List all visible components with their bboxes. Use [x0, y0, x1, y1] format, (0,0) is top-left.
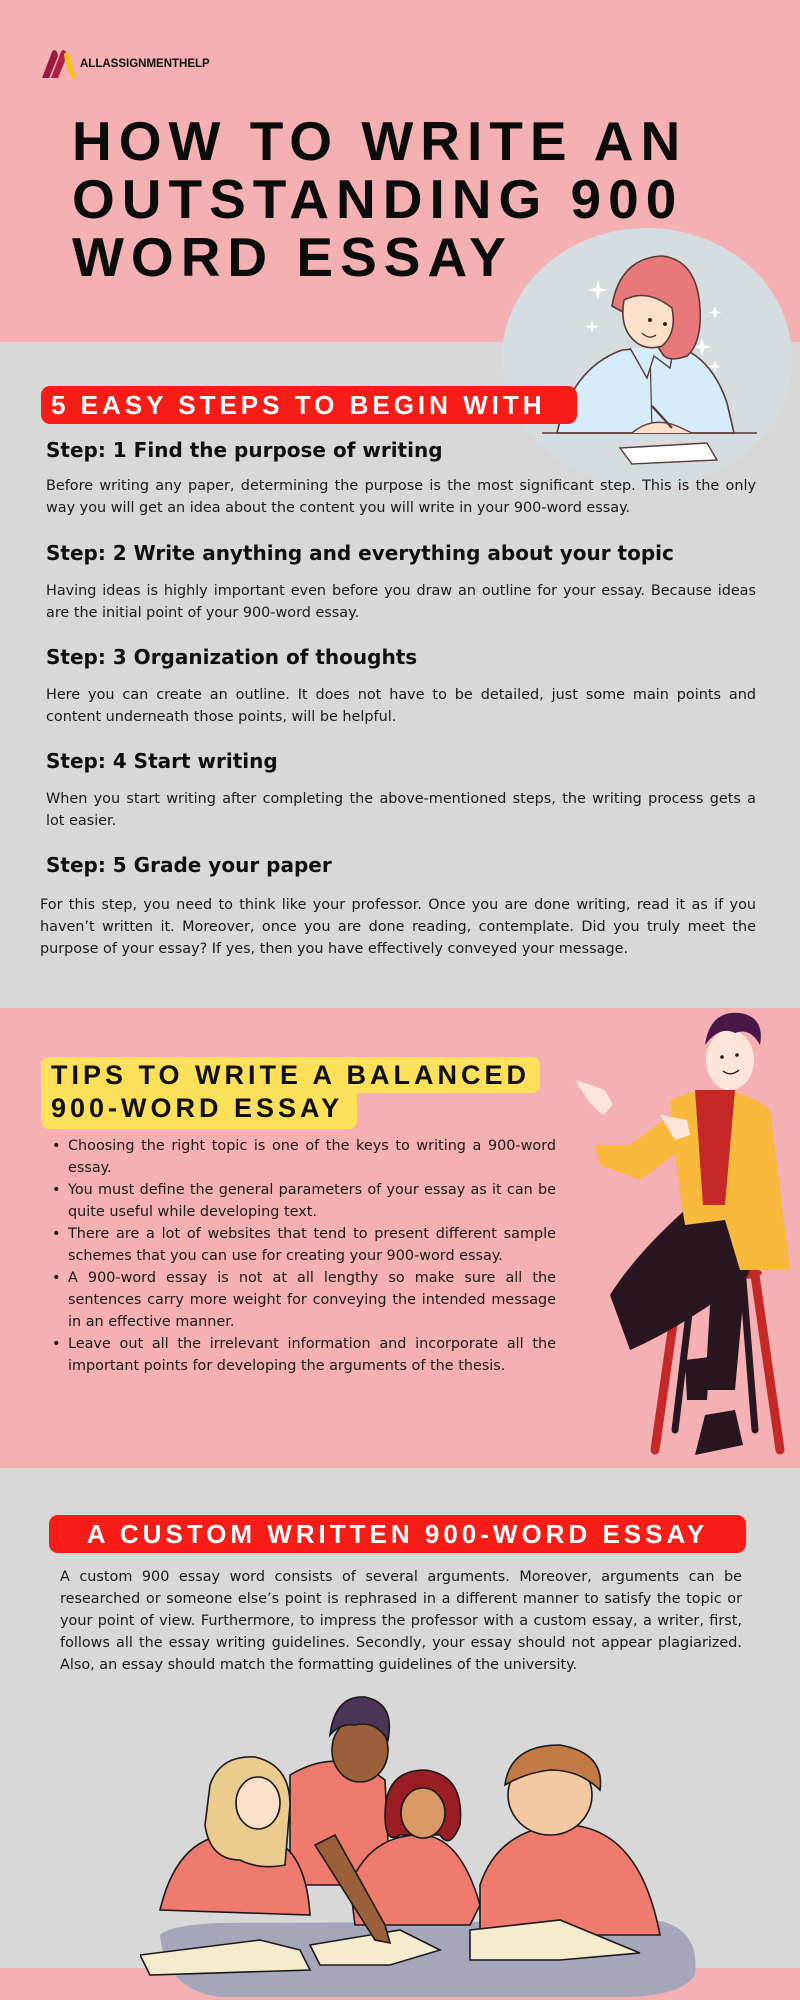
title-line-1: HOW TO WRITE AN	[72, 110, 688, 172]
step-2-body: Having ideas is highly important even before you draw an outline for your essay. Because ideas are the initial point of your 900-word essay.	[46, 583, 756, 621]
custom-essay-body: A custom 900 essay word consists of several arguments. Moreover, arguments can be researched or someone else’s point is rephrased in a different manner to satisfy the topic or your point of view. Furthermore, to impress the professor with a custom essay, a writer, first, follows all the essay writing guidelines. Secondly, your essay should not appear plagiarized. Also, an essay should match the formatting guidelines of the university.	[60, 1569, 742, 1673]
step-5-body: For this step, you need to think like your professor. Once you are done writing, read it as if you haven’t written it. Moreover, once you are done reading, contemplate. Did you truly meet the purpose of your essay? If yes, then you have effectively conveyed your message.	[40, 897, 756, 957]
step-4-heading: Step: 4 Start writing	[46, 749, 278, 773]
tips-banner-line-2: 900-WORD ESSAY	[41, 1093, 357, 1129]
tip-item: • Choosing the right topic is one of the keys to writing a 900-word essay.	[48, 1135, 556, 1179]
step-3-body: Here you can create an outline. It does not have to be detailed, just some main points and content underneath those points, will be helpful.	[46, 687, 756, 725]
tips-banner	[41, 1057, 540, 1129]
step-4-body: When you start writing after completing the above-mentioned steps, the writing process gets a lot easier.	[46, 791, 756, 829]
logo-text: ALLASSIGNMENTHELP	[80, 58, 210, 70]
custom-essay-banner: A CUSTOM WRITTEN 900-WORD ESSAY	[49, 1515, 746, 1553]
tip-item: • There are a lot of websites that tend to present different sample schemes that you can use for creating your 900-word essay.	[48, 1223, 556, 1267]
tip-item: • You must define the general parameters of your essay as it can be quite useful while developing text.	[48, 1179, 556, 1223]
logo-icon	[40, 48, 78, 80]
woman-writing-illustration	[502, 228, 792, 488]
tip-item: • A 900-word essay is not at all lengthy so make sure all the sentences carry more weight for conveying the intended message in an effective manner.	[48, 1267, 556, 1333]
title-line-2: OUTSTANDING 900	[72, 168, 684, 230]
brand-logo[interactable]	[40, 48, 210, 80]
tips-list	[48, 1135, 556, 1377]
step-3-heading: Step: 3 Organization of thoughts	[46, 645, 418, 669]
step-1-heading: Step: 1 Find the purpose of writing	[46, 438, 443, 462]
step-5-heading: Step: 5 Grade your paper	[46, 853, 332, 877]
tips-banner-line-1: TIPS TO WRITE A BALANCED	[41, 1057, 540, 1093]
students-studying-illustration	[140, 1685, 750, 2000]
step-2-heading: Step: 2 Write anything and everything about your topic	[46, 541, 674, 565]
man-pointing-illustration	[575, 1005, 800, 1465]
steps-banner: 5 EASY STEPS TO BEGIN WITH	[41, 386, 577, 424]
tip-item: • Leave out all the irrelevant information and incorporate all the important points for developing the arguments of the thesis.	[48, 1333, 556, 1377]
step-1-body: Before writing any paper, determining the purpose is the most significant step. This is the only way you will get an idea about the content you will write in your 900-word essay.	[46, 478, 756, 516]
title-line-3: WORD ESSAY	[72, 226, 513, 288]
